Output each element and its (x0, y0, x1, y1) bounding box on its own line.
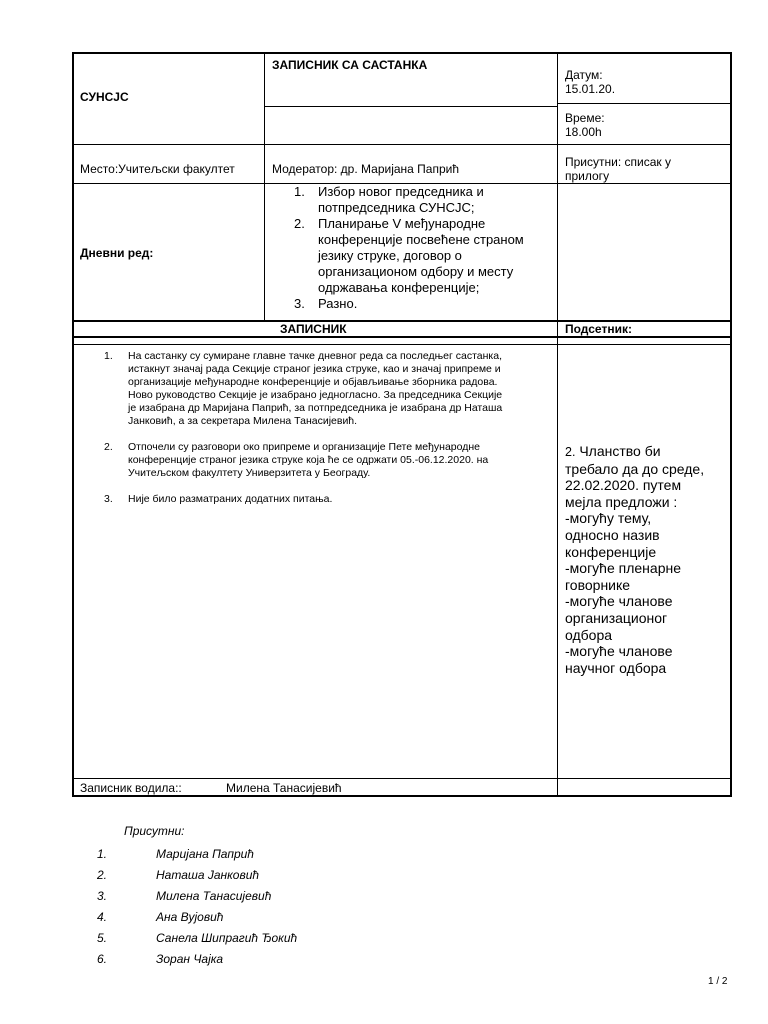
agenda-item-text: језику струке, договор о (318, 248, 462, 263)
time-value: 18.00h (565, 125, 602, 139)
minutes-header: ЗАПИСНИК (280, 322, 347, 336)
minutes-item-number: 3. (104, 493, 113, 505)
reminder-line: -могуће пленарне (565, 560, 681, 577)
agenda-item (290, 184, 552, 216)
table-divider (73, 144, 731, 145)
table-divider (73, 778, 731, 779)
document-title: ЗАПИСНИК СА САСТАНКА (272, 58, 428, 72)
reminder-line: научног одбора (565, 659, 667, 676)
meeting-place: Место:Учитељски факултет (80, 162, 235, 176)
agenda-item-text: потпредседника СУНСЈС; (318, 200, 475, 215)
minutes-item-text: Отпочели су разговори око припреме и организације Пете међународне (128, 441, 481, 453)
reminder-line: 22.02.2020. путем (565, 477, 682, 494)
org-name: СУНСЈС (80, 90, 129, 104)
attendees-note-line1: Присутни: списак у (565, 155, 671, 169)
minutes-taker-label: Записник водила:: (80, 781, 182, 795)
table-divider (73, 320, 731, 322)
attendee-name: Милена Танасијевић (156, 889, 272, 903)
agenda-item (290, 216, 552, 296)
table-divider (557, 53, 558, 796)
attendee-name: Маријана Папрић (156, 847, 254, 861)
reminder-line: организационог (565, 609, 668, 626)
reminder-header: Подсетник: (565, 322, 632, 336)
minutes-item-text: На састанку су сумиране главне тачке дневног реда са последњег састанка, (128, 350, 503, 362)
reminder-line: одбора (565, 626, 613, 643)
agenda-item-text: одржавања конференције; (318, 280, 480, 295)
minutes-item-text: Ново руководство Секције је изабрано једногласно. За председника Секције (128, 389, 503, 401)
page-number: 1 / 2 (708, 976, 728, 987)
agenda-list (290, 184, 552, 312)
minutes-taker-name: Милена Танасијевић (226, 781, 342, 795)
minutes-item-text: конференције страног језика струке која ће се одржати 05.-06.12.2020. на (128, 454, 489, 466)
reminder-notes (565, 443, 725, 676)
minutes-item-text: је изабрана др Маријана Папрић, за потпредседника је изабрана др Наташа (128, 402, 503, 414)
attendee-number: 6. (97, 952, 108, 966)
moderator: Модератор: др. Маријана Папрић (272, 162, 460, 176)
reminder-item-number: 2. (565, 445, 576, 459)
minutes-item (100, 350, 544, 428)
attendees-title: Присутни: (124, 824, 185, 838)
table-divider (557, 103, 731, 104)
agenda-item-text: Избор новог председника и (318, 184, 484, 199)
agenda-label: Дневни ред: (80, 246, 154, 260)
attendee-number: 2. (97, 868, 108, 882)
attendee-number: 4. (97, 910, 108, 924)
reminder-line: односно назив (565, 526, 660, 543)
reminder-line: говорнике (565, 576, 631, 593)
reminder-line: требало да до среде, (565, 460, 705, 477)
table-divider (73, 344, 731, 345)
agenda-item-text: Планирање V међународне (318, 216, 486, 231)
minutes-item-text: организације међународне конференције и објављивање зборника радова. (128, 376, 498, 388)
agenda-item-text: конференције посвећене страном (318, 232, 524, 247)
attendees-note-line2: прилогу (565, 169, 610, 183)
attendee-number: 5. (97, 931, 108, 945)
minutes-item-text: Није било разматраних додатних питања. (128, 493, 333, 505)
table-divider (73, 336, 731, 338)
reminder-line: мејла предложи : (565, 493, 678, 510)
attendee-number: 1. (97, 847, 108, 861)
minutes-item-text: истакнут значај рада Секције страног језика струке, као и значај припреме и (128, 363, 501, 375)
reminder-line: Чланство би (579, 443, 661, 459)
table-divider (264, 53, 265, 321)
agenda-item-number: 3. (294, 296, 305, 311)
minutes-item-text: Учитељском факултету Универзитета у Београду. (128, 467, 371, 479)
reminder-line: -могућу тему, (565, 510, 652, 527)
table-divider (264, 106, 557, 107)
attendee-name: Наташа Јанковић (156, 868, 260, 882)
agenda-item-number: 2. (294, 216, 305, 231)
minutes-item-number: 1. (104, 350, 113, 362)
attendee-name: Зоран Чајка (156, 952, 224, 966)
date-label: Датум: (565, 68, 603, 82)
agenda-item-text: Разно. (318, 296, 358, 311)
attendee-name: Ана Вујовић (156, 910, 224, 924)
minutes-item (100, 441, 544, 480)
reminder-line: конференције (565, 543, 657, 560)
reminder-line: -могуће чланове (565, 643, 673, 660)
agenda-item-text: организационом одбору и месту (318, 264, 514, 279)
attendee-number: 3. (97, 889, 108, 903)
minutes-item (100, 493, 544, 506)
date-value: 15.01.20. (565, 82, 616, 96)
time-label: Време: (565, 111, 605, 125)
minutes-list (100, 350, 544, 519)
agenda-item-number: 1. (294, 184, 305, 199)
attendee-name: Санела Шипрагић Ђокић (156, 931, 298, 945)
reminder-line: -могуће чланове (565, 593, 673, 610)
agenda-item (290, 296, 552, 312)
minutes-item-text: Јанковић, а за секретара Милена Танасијевић. (128, 415, 358, 427)
minutes-item-number: 2. (104, 441, 113, 453)
